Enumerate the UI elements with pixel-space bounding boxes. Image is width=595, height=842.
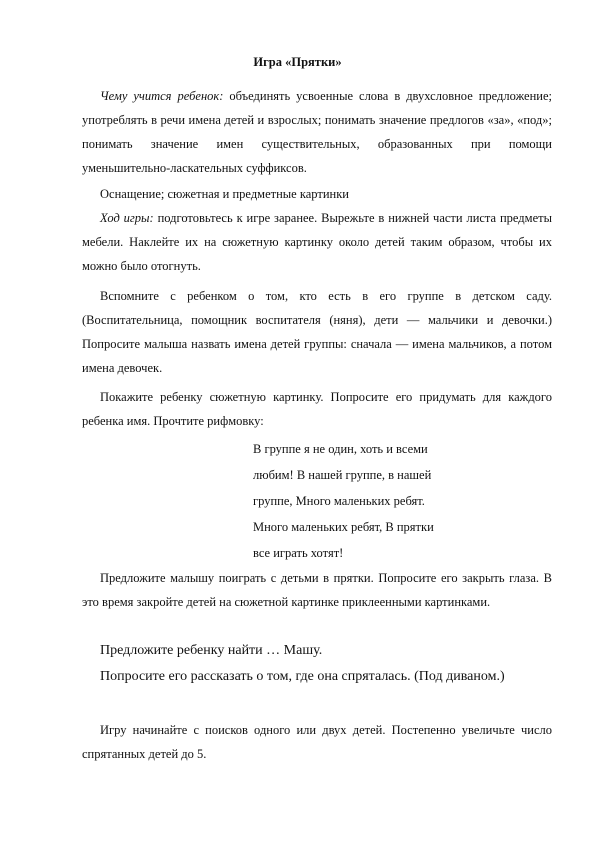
picture-paragraph: Покажите ребенку сюжетную картинку. Попросите его придумать для каждого ребенка имя. Прочтите рифмовку: [82,390,552,428]
game-procedure-lead: Ход игры: [100,211,154,225]
rhyme-line: В группе я не один, хоть и всеми [253,442,428,456]
game-procedure-text: подготовьтесь к игре заранее. Вырежьте в нижней части листа предметы мебели. Наклейте их на сюжетную картинку около детей таким образом, чтобы их можно было отогнуть. [82,211,552,273]
rhyme-line: любим! В нашей группе, в нашей [253,468,432,482]
hide-and-seek-paragraph: Предложите малышу поиграть с детьми в прятки. Попросите его закрыть глаза. В это время закройте детей на сюжетной картинке приклеенными картинками. [82,571,552,609]
game-procedure-paragraph [82,206,552,278]
rhyme-block [253,436,493,566]
learning-goals-paragraph [82,84,552,180]
group-recall-paragraph: Вспомните с ребенком о том, кто есть в его группе в детском саду. (Воспитательница, помощник воспитателя (няня), дети — мальчики и девочки.) Попросите малыша назвать имена детей группы: сначала — имена мальчиков, а потом имена девочек. [82,289,552,375]
rhyme-line: группе, Много маленьких ребят. [253,494,425,508]
page-title: Игра «Прятки» [253,55,342,69]
tell-location-paragraph: Попросите его рассказать о том, где она спряталась. (Под диваном.) [100,669,505,684]
rhyme-line: все играть хотят! [253,546,344,560]
learning-goals-lead: Чему учится ребенок: [100,89,224,103]
equipment-paragraph: Оснащение; сюжетная и предметные картинки [100,187,349,201]
find-child-paragraph: Предложите ребенку найти … Машу. [100,643,323,658]
learning-goals-text: объединять усвоенные слова в двухсловное предложение; употреблять в речи имена детей и взрослых; понимать значение предлогов «за», «под»; понимать значение имен существительных, образованных при помощи уменьшительно-ласкательных суффиксов. [82,89,552,175]
increase-count-paragraph: Игру начинайте с поисков одного или двух детей. Постепенно увеличьте число спрятанных детей до 5. [82,723,552,761]
rhyme-line: Много маленьких ребят, В прятки [253,520,434,534]
